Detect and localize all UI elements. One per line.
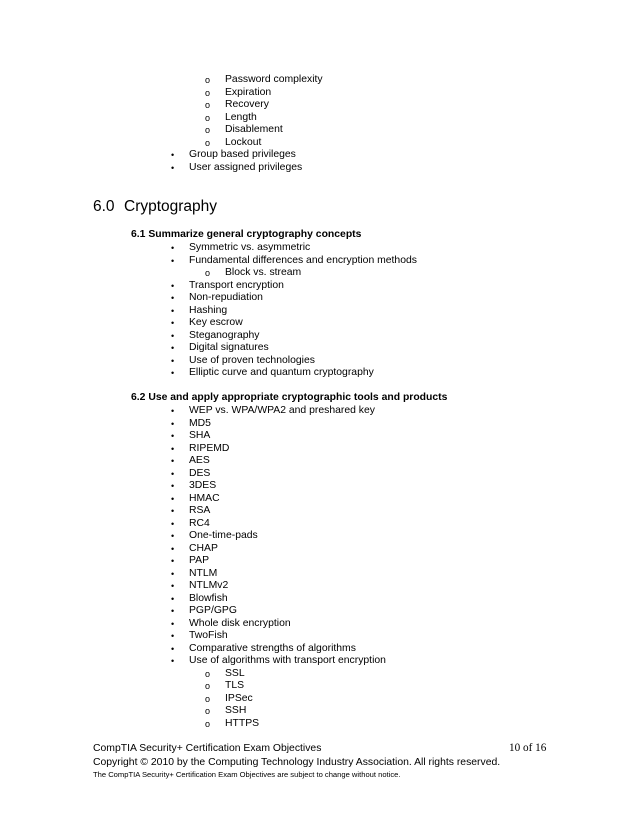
bullet-icon: •: [171, 162, 175, 173]
list-item: IPSec: [225, 692, 253, 704]
list-item: Non-repudiation: [189, 292, 263, 303]
bullet-icon: •: [171, 343, 175, 353]
list-item: DES: [189, 467, 211, 479]
bullet-icon: •: [171, 631, 175, 641]
list-item: Blowfish: [189, 592, 228, 604]
bullet-icon: •: [171, 243, 175, 253]
section-number: 6.0: [93, 198, 115, 215]
bullet-icon: •: [171, 431, 175, 441]
list-item: HTTPS: [225, 717, 260, 729]
bullet-icon: •: [171, 593, 175, 604]
bullet-icon: •: [171, 418, 175, 429]
list-item: Key escrow: [189, 317, 243, 328]
circle-bullet-icon: o: [205, 87, 211, 98]
circle-bullet-icon: o: [205, 100, 211, 110]
bullet-icon: •: [171, 643, 175, 654]
list-item: Length: [225, 111, 257, 123]
bullet-icon: •: [171, 656, 175, 666]
circle-bullet-icon: o: [205, 693, 211, 704]
bullet-icon: •: [171, 618, 175, 629]
list-item: Transport encryption: [189, 279, 284, 291]
bullet-icon: •: [171, 481, 175, 491]
subsection-heading: 6.1 Summarize general cryptography concepts: [131, 229, 362, 240]
bullet-icon: •: [171, 468, 175, 479]
bullet-icon: •: [171, 280, 175, 291]
footer-notice: The CompTIA Security+ Certification Exam Objectives are subject to change without notice.: [93, 770, 401, 779]
bullet-icon: •: [171, 330, 175, 341]
list-item: RIPEMD: [189, 442, 230, 454]
bullet-icon: •: [171, 581, 175, 591]
list-item: Lockout: [225, 136, 262, 148]
list-item: One-time-pads: [189, 530, 258, 541]
list-item: NTLMv2: [189, 580, 229, 591]
list-item: Block vs. stream: [225, 267, 302, 278]
section-title: Cryptography: [124, 198, 218, 215]
list-item: 3DES: [189, 480, 217, 491]
footer-title: CompTIA Security+ Certification Exam Objectives: [93, 743, 322, 754]
list-item: HMAC: [189, 492, 220, 504]
list-item: WEP vs. WPA/WPA2 and preshared key: [189, 405, 375, 416]
circle-bullet-icon: o: [205, 112, 211, 123]
list-item: RSA: [189, 505, 211, 516]
list-item: TLS: [225, 680, 245, 691]
bullet-icon: •: [171, 606, 175, 616]
list-item: TwoFish: [189, 630, 228, 641]
bullet-icon: •: [171, 150, 175, 160]
bullet-icon: •: [171, 506, 175, 516]
bullet-icon: •: [171, 406, 175, 416]
list-item: Expiration: [225, 86, 272, 98]
list-item: Symmetric vs. asymmetric: [189, 242, 311, 253]
list-item: Disablement: [225, 124, 283, 135]
list-item: Steganography: [189, 329, 260, 341]
list-item: Digital signatures: [189, 342, 269, 353]
bullet-icon: •: [171, 543, 175, 554]
list-item: RC4: [189, 517, 210, 529]
bullet-icon: •: [171, 255, 175, 266]
list-item: CHAP: [189, 542, 218, 554]
list-item: Use of proven technologies: [189, 354, 315, 366]
list-item: Group based privileges: [189, 149, 296, 160]
bullet-icon: •: [171, 355, 175, 366]
circle-bullet-icon: o: [205, 75, 211, 85]
list-item: Elliptic curve and quantum cryptography: [189, 367, 374, 378]
list-item: User assigned privileges: [189, 161, 303, 173]
footer-copyright: Copyright © 2010 by the Computing Technology Industry Association. All rights reserved.: [93, 757, 501, 768]
circle-bullet-icon: o: [205, 718, 211, 729]
list-item: Fundamental differences and encryption methods: [189, 254, 417, 266]
bullet-icon: •: [171, 518, 175, 529]
bullet-icon: •: [171, 443, 175, 454]
list-item: SHA: [189, 430, 211, 441]
bullet-icon: •: [171, 493, 175, 504]
list-item: SSH: [225, 705, 247, 716]
list-item: AES: [189, 455, 210, 466]
bullet-icon: •: [171, 368, 175, 378]
list-item: SSL: [225, 667, 245, 679]
list-item: PGP/GPG: [189, 605, 237, 616]
bullet-icon: •: [171, 531, 175, 541]
list-item: Recovery: [225, 99, 269, 110]
circle-bullet-icon: o: [205, 125, 211, 135]
list-item: Comparative strengths of algorithms: [189, 642, 356, 654]
list-item: MD5: [189, 417, 211, 429]
circle-bullet-icon: o: [205, 137, 211, 148]
list-item: Use of algorithms with transport encryption: [189, 655, 386, 666]
page-number: 10 of 16: [509, 742, 547, 754]
list-item: NTLM: [189, 567, 218, 579]
circle-bullet-icon: o: [205, 706, 211, 716]
bullet-icon: •: [171, 556, 175, 566]
circle-bullet-icon: o: [205, 681, 211, 691]
bullet-icon: •: [171, 318, 175, 328]
circle-bullet-icon: o: [205, 668, 211, 679]
list-item: Hashing: [189, 304, 228, 316]
list-item: PAP: [189, 555, 210, 566]
bullet-icon: •: [171, 293, 175, 303]
list-item: Whole disk encryption: [189, 617, 291, 629]
bullet-icon: •: [171, 456, 175, 466]
bullet-icon: •: [171, 568, 175, 579]
bullet-icon: •: [171, 305, 175, 316]
circle-bullet-icon: o: [205, 268, 211, 278]
subsection-heading: 6.2 Use and apply appropriate cryptographic tools and products: [131, 392, 448, 403]
list-item: Password complexity: [225, 74, 323, 85]
